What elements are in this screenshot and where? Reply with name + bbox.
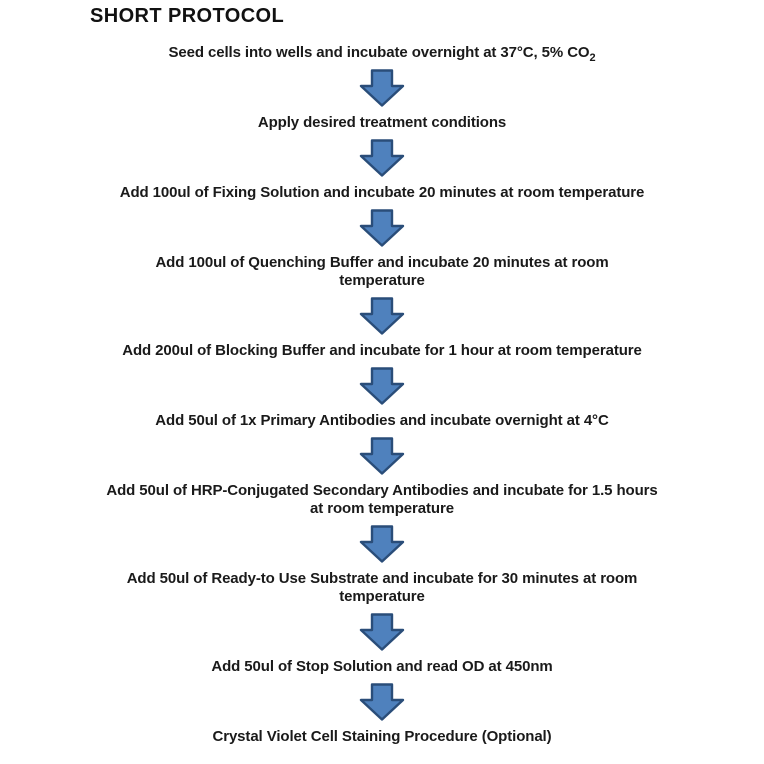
protocol-step-blocking-buffer: [122, 342, 642, 360]
down-arrow-icon: [359, 209, 405, 247]
down-arrow-icon: [359, 69, 405, 107]
down-arrow-icon: [359, 367, 405, 405]
subscript-2: 2: [589, 52, 596, 64]
step-text: Crystal Violet Cell Staining Procedure (Optional): [212, 728, 552, 745]
step-text: Apply desired treatment conditions: [257, 114, 507, 131]
down-arrow-icon: [359, 297, 405, 335]
protocol-step-stop-solution: [211, 658, 552, 676]
protocol-step-fixing-solution: [120, 184, 645, 202]
protocol-step-primary-antibodies: [155, 412, 608, 430]
down-arrow-icon: [359, 525, 405, 563]
step-text: Add 50ul of Stop Solution and read OD at 450nm: [211, 658, 553, 675]
page-title: SHORT PROTOCOL: [90, 5, 285, 27]
protocol-step-secondary-antibodies: [102, 482, 662, 518]
step-text: Add 100ul of Fixing Solution and incubate 20 minutes at room temperature: [119, 184, 645, 201]
protocol-step-treatment: [258, 114, 506, 132]
protocol-step-quenching-buffer: [122, 254, 642, 290]
protocol-step-seed-cells: [168, 44, 595, 62]
step-text: Add 200ul of Blocking Buffer and incubate for 1 hour at room temperature: [122, 342, 642, 359]
down-arrow-icon: [359, 437, 405, 475]
step-text: Seed cells into wells and incubate overnight at 37°C, 5% CO: [168, 44, 590, 61]
down-arrow-icon: [359, 613, 405, 651]
protocol-flowchart: [88, 40, 676, 750]
down-arrow-icon: [359, 139, 405, 177]
down-arrow-icon: [359, 683, 405, 721]
protocol-step-substrate: [102, 570, 662, 606]
step-text: Add 50ul of 1x Primary Antibodies and incubate overnight at 4°C: [155, 412, 609, 429]
step-text: Add 50ul of HRP-Conjugated Secondary Antibodies and incubate for 1.5 hours at room temperature: [106, 482, 658, 517]
step-text: Add 50ul of Ready-to Use Substrate and incubate for 30 minutes at room temperature: [126, 570, 638, 605]
protocol-step-crystal-violet: [212, 728, 551, 746]
step-text: Add 100ul of Quenching Buffer and incubate 20 minutes at room temperature: [155, 254, 609, 289]
